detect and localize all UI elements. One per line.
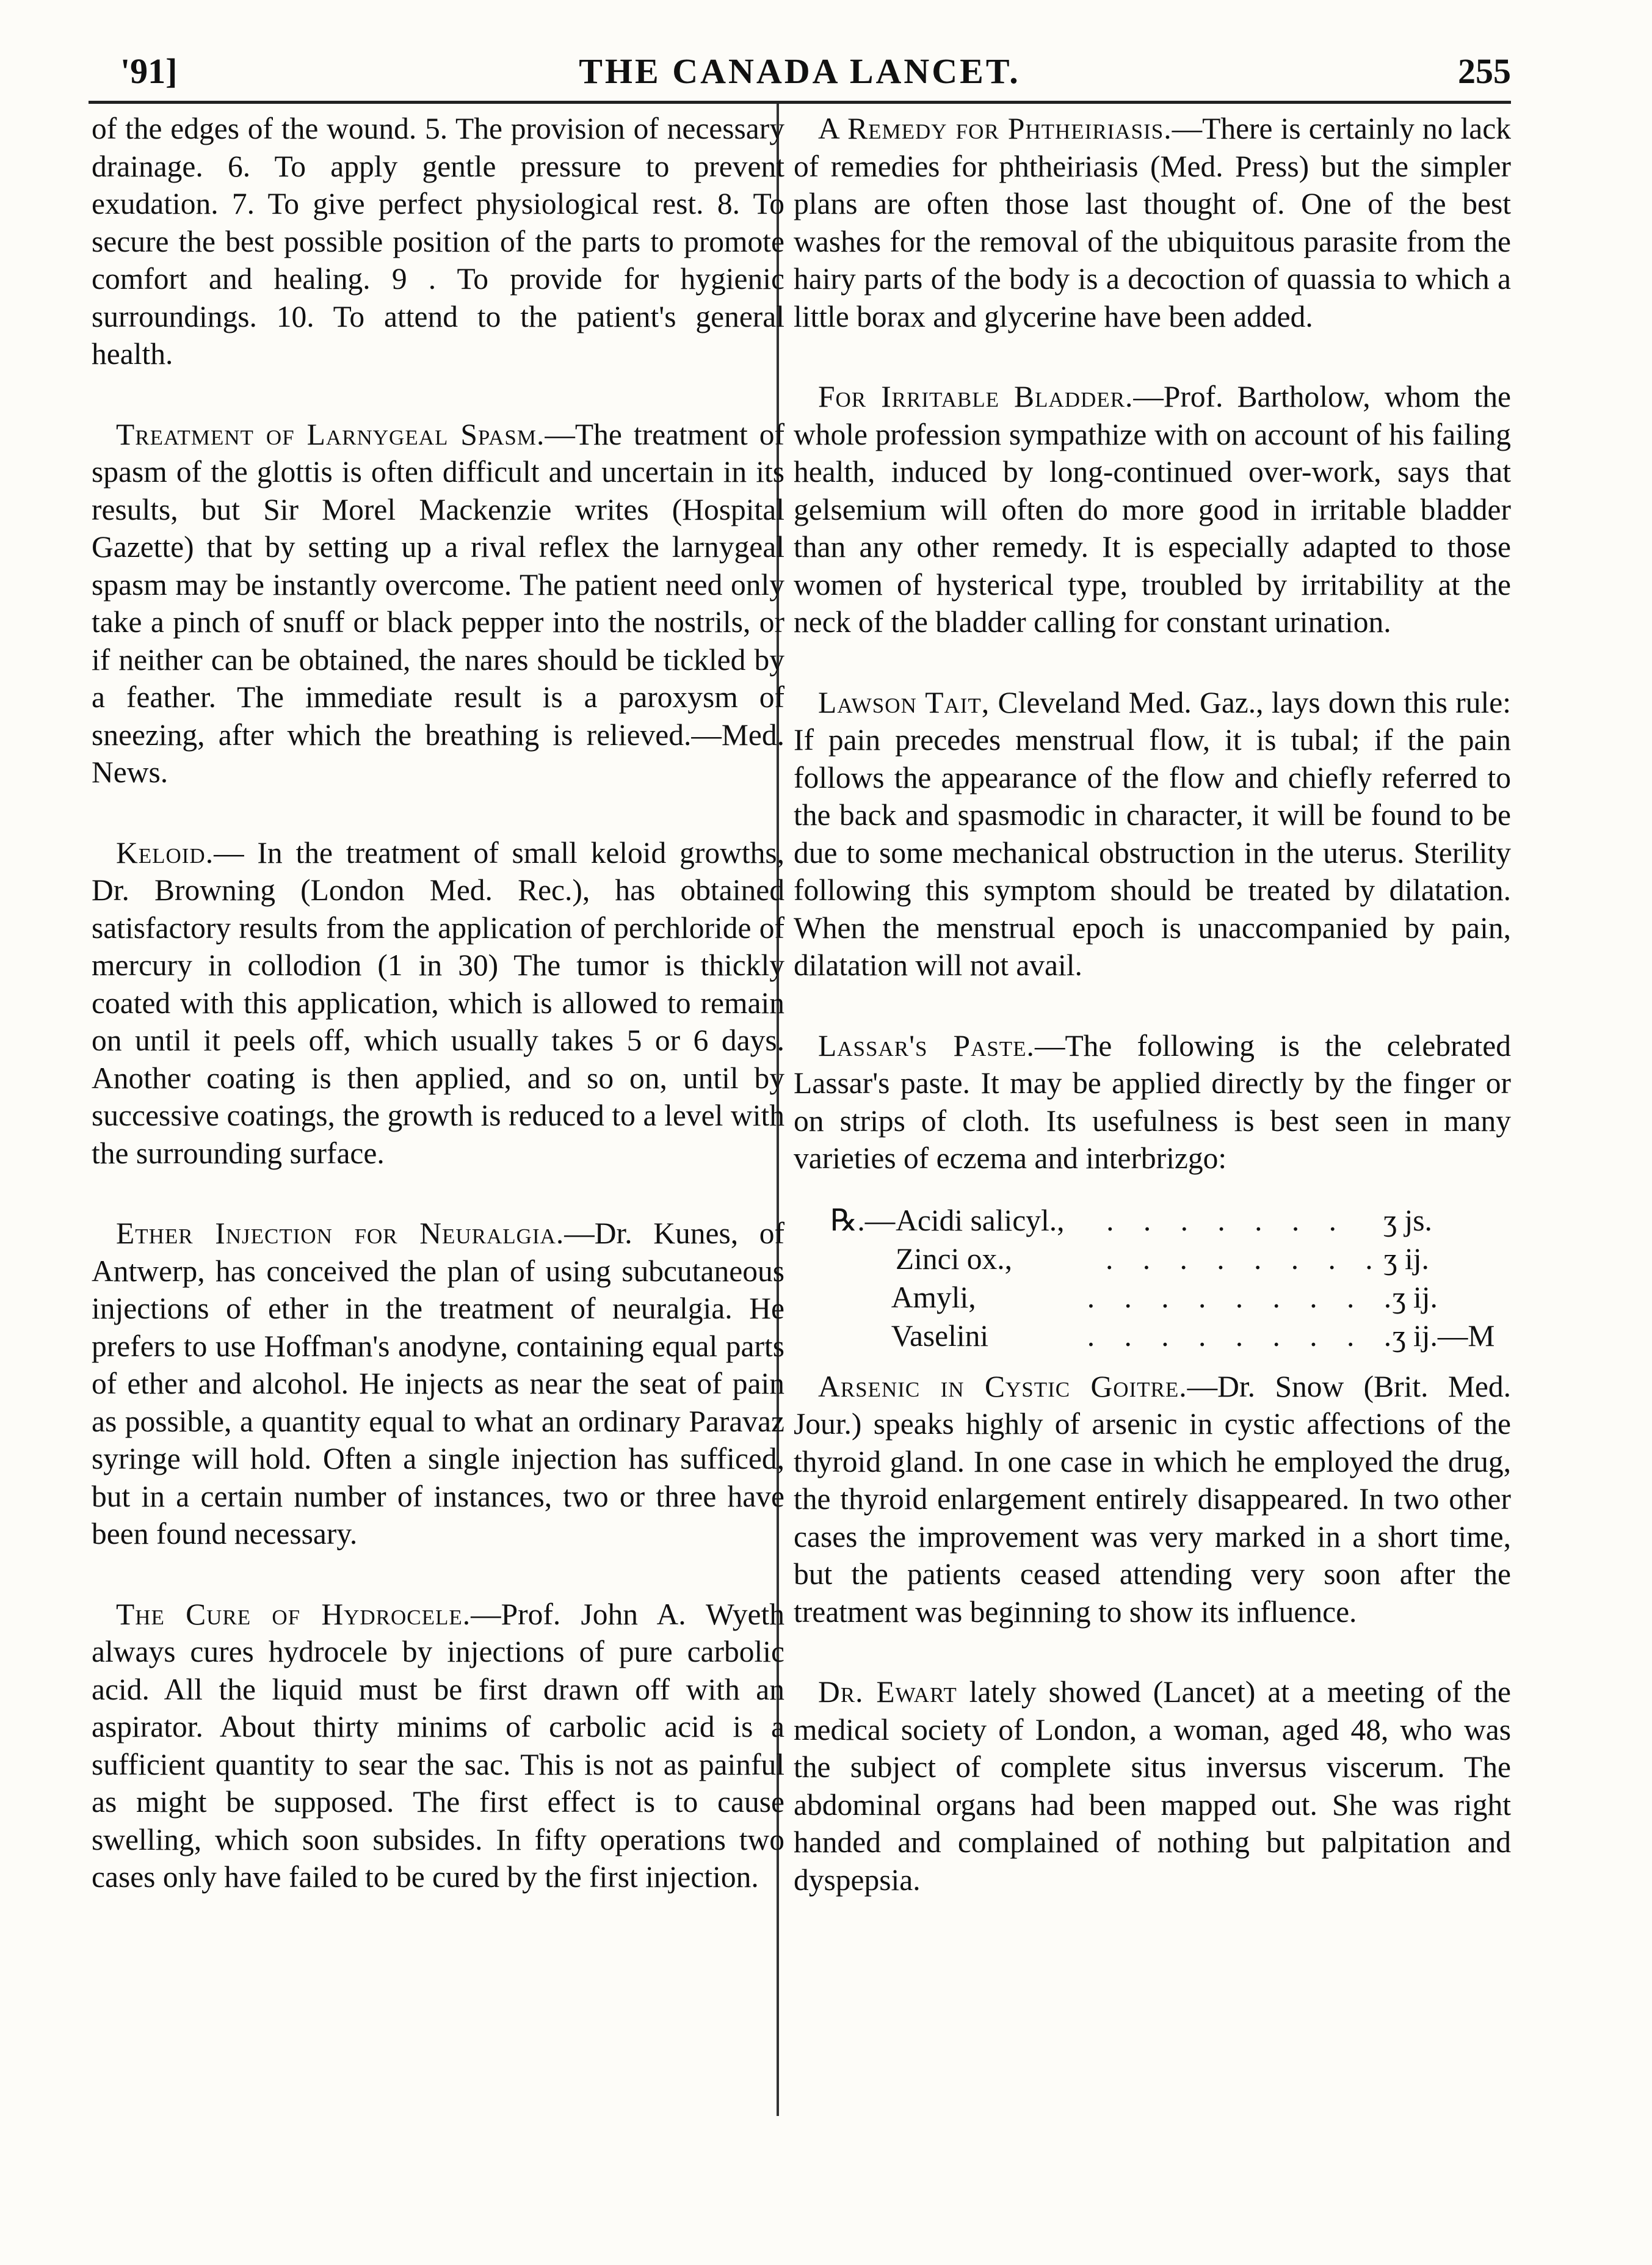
- prescription-symbol: ℞.—: [830, 1203, 896, 1237]
- article-heading: Treatment of Larnygeal Spasm.: [116, 417, 545, 451]
- right-column: [794, 110, 1511, 1899]
- article-heading: Keloid.: [116, 835, 214, 870]
- page-number: 255: [1458, 51, 1511, 91]
- prescription-row: Vaselini . . . . . . . . . ʒ ij.—M: [891, 1318, 1495, 1353]
- article-heading: Lawson Tait,: [818, 685, 990, 719]
- prescription-row: Zinci ox., . . . . . . . . ʒ ij.: [895, 1242, 1429, 1276]
- article-arsenic-goitre: Arsenic in Cystic Goitre.—Dr. Snow (Brit. Med. Jour.) speaks highly of arsenic in cystic affections of the thyroid gland. In one case in which he employed the drug, the thyroid enlargement entirely disappeared. In two other cases the improvement was very marked in a short time, but the patients ceased attending very soon after the treatment was beginning to show its influence.: [794, 1369, 1511, 1629]
- left-column: [92, 110, 784, 1896]
- article-lawson-tait: Lawson Tait, Cleveland Med. Gaz., lays down this rule: If pain precedes menstrual flow, it is tubal; if the pain follows the appearance of the flow and chiefly referred to the back and spasmodic in character, it will be found to be due to some mechanical obstruction in the uterus. Sterility following this symptom should be treated by dilatation. When the menstrual epoch is unaccompanied by pain, dilatation will not avail.: [794, 685, 1511, 982]
- prescription-row: ℞.— Acidi salicyl., . . . . . . . ʒ js.: [830, 1202, 1511, 1240]
- article-paragraph: of the edges of the wound. 5. The provision of necessary drainage. 6. To apply gentle pressure to prevent exudation. 7. To give perfect physiological rest. 8. To secure the best possible position of the parts to promote comfort and healing. 9 . To provide for hygienic surroundings. 10. To attend to the patient's general health.: [92, 112, 784, 371]
- article-heading: Arsenic in Cystic Goitre.: [818, 1369, 1187, 1403]
- prescription: [830, 1202, 1511, 1356]
- running-header: [89, 34, 1511, 101]
- article-hydrocele: The Cure of Hydrocele.—Prof. John A. Wyeth always cures hydrocele by injections of pure carbolic acid. All the liquid must be first drawn off with an aspirator. About thirty minims of carbolic acid is a sufficient quantity to sear the sac. This is not as painful as might be supposed. The first effect is to cause swelling, which soon subsides. In fifty operations two cases only have failed to be cured by the first injection.: [92, 1597, 784, 1894]
- prescription-row: Amyli, . . . . . . . . . ʒ ij.: [891, 1280, 1438, 1314]
- article-heading: For Irritable Bladder.: [818, 380, 1134, 413]
- article-lassars-paste: Lassar's Paste.—The following is the celebrated Lassar's paste. It may be applied directly by the finger or on strips of cloth. Its usefulness is best seen in many varieties of eczema and interbrizgo:: [794, 1028, 1512, 1175]
- header-year: '91]: [120, 51, 178, 91]
- article-phtheiriasis: A Remedy for Phtheiriasis.—There is certainly no lack of remedies for phtheiriasis (Med. Press) but the simpler plans are often those last thought of. One of the best washes for the removal of the ubiquitous parasite from the hairy parts of the body is a decoction of quassia to which a little borax and glycerine have been added.: [794, 112, 1511, 333]
- article-irritable-bladder: For Irritable Bladder.—Prof. Bartholow, whom the whole profession sympathize with on account of his failing health, induced by long-continued over-work, says that gelsemium will often do more good in irritable bladder than any other remedy. It is especially adapted to those women of hysterical type, troubled by irritability at the neck of the bladder calling for constant urination.: [794, 380, 1511, 639]
- article-larnygeal-spasm: Treatment of Larnygeal Spasm.—The treatment of spasm of the glottis is often difficult and uncertain in its results, but Sir Morel Mackenzie writes (Hospital Gazette) that by setting up a rival reflex the larnygeal spasm may be instantly overcome. The patient need only take a pinch of snuff or black pepper into the nostrils, or if neither can be obtained, the nares should be tickled by a feather. The immediate result is a paroxysm of sneezing, after which the breathing is relieved.—Med. News.: [92, 417, 784, 789]
- journal-title: THE CANADA LANCET.: [579, 51, 1021, 91]
- article-dr-ewart: Dr. Ewart lately showed (Lancet) at a meeting of the medical society of London, a woman, aged 48, who was the subject of complete situs inversus viscerum. The abdominal organs had been mapped out. She was right handed and complained of nothing but palpitation and dyspepsia.: [794, 1675, 1511, 1897]
- article-heading: Lassar's Paste.: [818, 1028, 1035, 1063]
- article-heading: A Remedy for Phtheiriasis.: [818, 112, 1172, 145]
- article-heading: Ether Injection for Neuralgia.: [116, 1216, 565, 1250]
- header-rule: [89, 101, 1511, 104]
- article-ether-injection: Ether Injection for Neuralgia.—Dr. Kunes, of Antwerp, has conceived the plan of using subcutaneous injections of ether in the treatment of neuralgia. He prefers to use Hoffman's anodyne, containing equal parts of ether and alcohol. He injects as near the seat of pain as possible, a quantity equal to what an ordinary Paravaz syringe will hold. Often a single injection has sufficed, but in a certain number of instances, two or three have been found necessary.: [92, 1216, 784, 1551]
- article-heading: Dr. Ewart: [818, 1675, 957, 1709]
- article-keloid: Keloid.— In the treatment of small keloid growths, Dr. Browning (London Med. Rec.), has obtained satisfactory results from the application of perchloride of mercury in collodion (1 in 30) The tumor is thickly coated with this application, which is allowed to remain on until it peels off, which usually takes 5 or 6 days. Another coating is then applied, and so on, until by successive coatings, the growth is reduced to a level with the surrounding surface.: [92, 835, 784, 1170]
- article-heading: The Cure of Hydrocele.: [116, 1597, 471, 1631]
